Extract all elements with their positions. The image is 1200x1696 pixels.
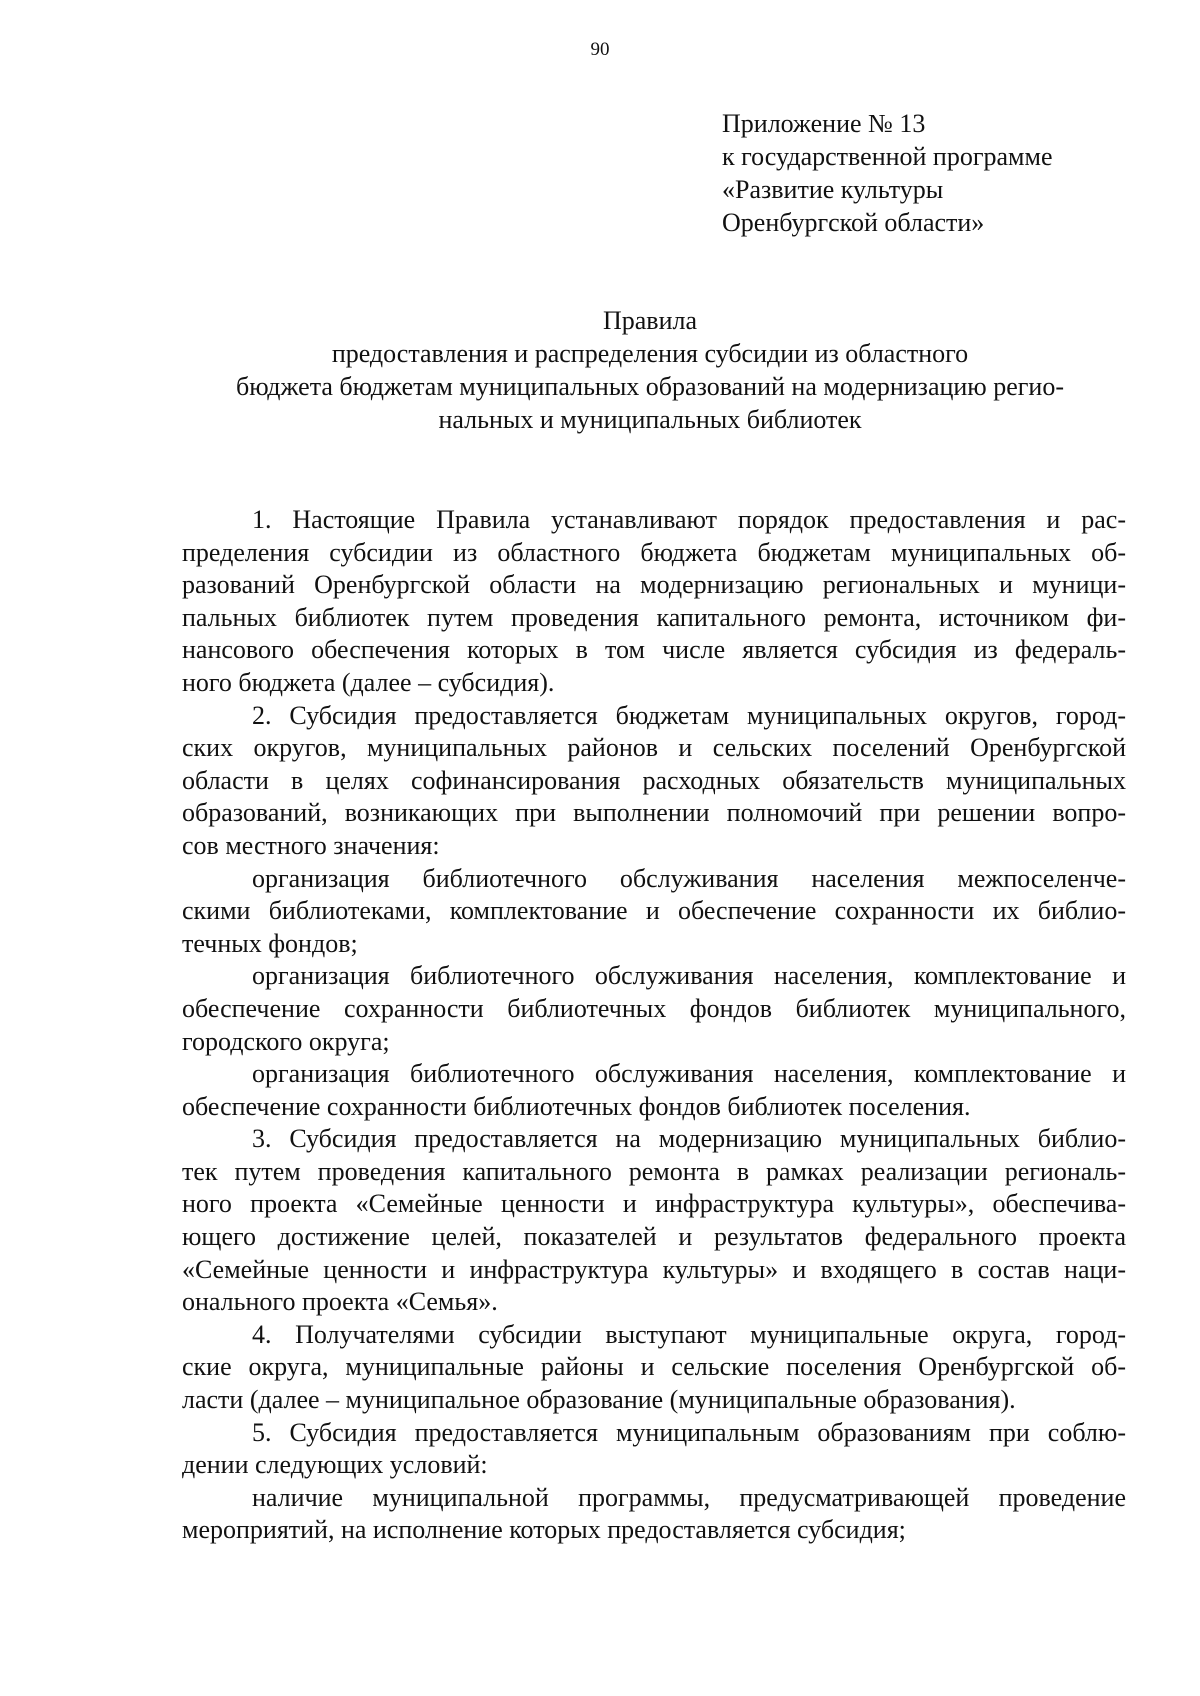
body-line: 2. Субсидия предоставляется бюджетам муниципальных округов, город- (252, 700, 1126, 730)
appendix-line: Приложение № 13 (722, 109, 926, 138)
body-line: пальных библиотек путем проведения капитального ремонта, источником фи- (182, 602, 1126, 632)
body-line: организация библиотечного обслуживания населения, комплектование и (252, 1059, 1126, 1089)
title-line: нальных и муниципальных библиотек (438, 405, 862, 434)
body-line: ские округа, муниципальные районы и сельские поселения Оренбургской об- (182, 1352, 1126, 1382)
body-line: сов местного значения: (182, 830, 440, 860)
body-line: разований Оренбургской области на модернизацию региональных и муници- (182, 570, 1126, 600)
body-line: организация библиотечного обслуживания населения, комплектование и (252, 961, 1126, 991)
appendix-line: Оренбургской области» (722, 208, 985, 237)
body-line: тек путем проведения капитального ремонта в рамках реализации региональ- (182, 1156, 1126, 1186)
body-line: 1. Настоящие Правила устанавливают порядок предоставления и рас- (252, 505, 1126, 534)
body-line: обеспечение сохранности библиотечных фондов библиотек поселения. (182, 1091, 971, 1121)
appendix-line: к государственной программе (722, 142, 1053, 171)
body-line: организация библиотечного обслуживания населения межпоселенче- (252, 863, 1126, 893)
body-line: онального проекта «Семья». (182, 1287, 498, 1317)
body-line: мероприятий, на исполнение которых предоставляется субсидия; (182, 1515, 906, 1545)
appendix-line: «Развитие культуры (722, 175, 944, 204)
body-line: области в целях софинансирования расходных обязательств муниципальных (182, 765, 1126, 795)
body-line: дении следующих условий: (182, 1450, 488, 1480)
appendix-header (722, 107, 1162, 239)
body-line: 5. Субсидия предоставляется муниципальным образованиям при соблю- (252, 1417, 1126, 1447)
title-line: бюджета бюджетам муниципальных образований на модернизацию регио- (235, 372, 1065, 401)
body-line: обеспечение сохранности библиотечных фондов библиотек муниципального, (182, 993, 1126, 1023)
document-title (150, 304, 1150, 436)
title-line: предоставления и распределения субсидии из областного (331, 339, 969, 368)
body-line: 4. Получателями субсидии выступают муниципальные округа, город- (252, 1319, 1126, 1349)
document-body (182, 504, 1126, 1547)
page-number: 90 (590, 39, 610, 60)
body-line: течных фондов; (182, 928, 358, 958)
body-line: скими библиотеками, комплектование и обеспечение сохранности их библио- (182, 896, 1126, 926)
body-line: 3. Субсидия предоставляется на модернизацию муниципальных библио- (252, 1124, 1126, 1154)
title-line: Правила (602, 306, 698, 335)
body-line: ющего достижение целей, показателей и результатов федерального проекта (182, 1222, 1126, 1252)
body-line: ласти (далее – муниципальное образование (муниципальные образования). (182, 1385, 1016, 1415)
body-line: городского округа; (182, 1026, 390, 1056)
body-line: ного проекта «Семейные ценности и инфраструктура культуры», обеспечива- (182, 1189, 1126, 1219)
body-line: нансового обеспечения которых в том числе является субсидия из федераль- (182, 635, 1126, 665)
body-line: образований, возникающих при выполнении полномочий при решении вопро- (182, 798, 1126, 828)
body-line: ного бюджета (далее – субсидия). (182, 667, 555, 697)
body-line: ских округов, муниципальных районов и сельских поселений Оренбургской (182, 733, 1126, 763)
body-line: пределения субсидии из областного бюджета бюджетам муниципальных об- (182, 537, 1126, 567)
body-line: «Семейные ценности и инфраструктура культуры» и входящего в состав наци- (182, 1254, 1126, 1284)
body-line: наличие муниципальной программы, предусматривающей проведение (252, 1482, 1126, 1512)
